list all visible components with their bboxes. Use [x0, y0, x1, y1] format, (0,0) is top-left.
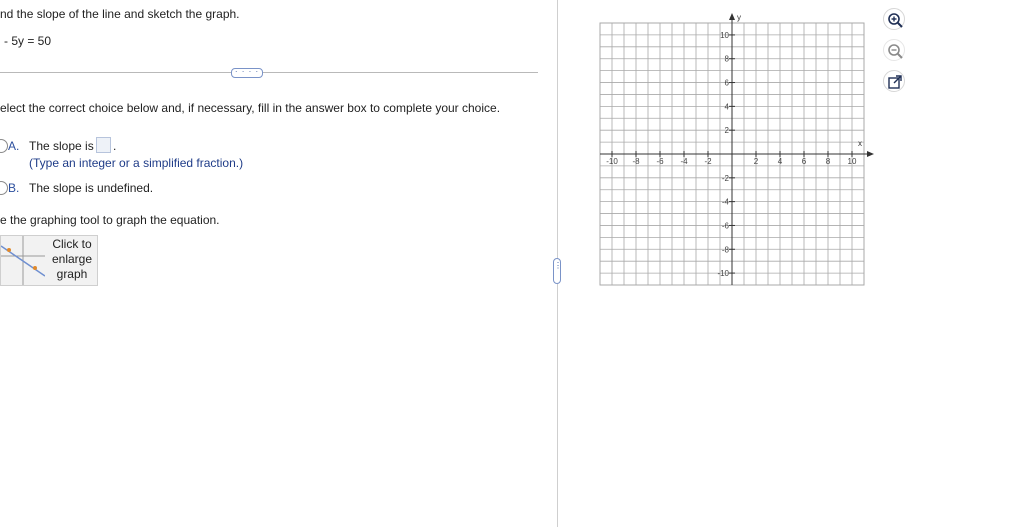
x-axis-label: x: [858, 139, 862, 148]
choice-b-radio[interactable]: [0, 181, 8, 195]
y-tick-label: -4: [721, 197, 729, 207]
zoom-out-icon: [887, 43, 903, 59]
show-more-button[interactable]: · · · ·: [231, 68, 263, 78]
thumbnail-label-2: enlarge: [51, 252, 93, 266]
enlarge-graph-thumbnail[interactable]: [0, 235, 98, 286]
x-tick-label: 2: [753, 157, 759, 166]
zoom-out-button[interactable]: [883, 39, 905, 61]
y-tick-label: 6: [724, 78, 729, 88]
splitter-handle[interactable]: ⋮: [553, 258, 561, 284]
x-tick-label: -8: [632, 157, 640, 166]
graphing-area[interactable]: [588, 8, 878, 293]
y-tick-label: -10: [717, 269, 729, 279]
x-tick-label: 10: [847, 157, 857, 166]
x-tick-label: -10: [606, 157, 618, 166]
choice-a-text: The slope is: [29, 139, 94, 153]
part-a-instruction: elect the correct choice below and, if necessary, fill in the answer box to complete your choice.: [0, 101, 501, 115]
popout-button[interactable]: [883, 70, 905, 92]
x-axis-arrow: [867, 151, 874, 157]
question-prompt: nd the slope of the line and sketch the graph.: [0, 7, 240, 21]
choice-a-radio[interactable]: [0, 139, 8, 153]
choice-a-hint: (Type an integer or a simplified fraction.): [29, 156, 244, 170]
zoom-in-button[interactable]: [883, 8, 905, 30]
x-tick-label: 4: [777, 157, 783, 166]
x-tick-label: 8: [825, 157, 831, 166]
y-axis-label: y: [737, 13, 741, 22]
x-tick-label: 6: [801, 157, 807, 166]
x-tick-label: -6: [656, 157, 664, 166]
thumbnail-graph-icon: [1, 236, 45, 285]
thumbnail-label-3: graph: [56, 267, 88, 281]
y-tick-label: 8: [724, 54, 729, 64]
slope-answer-input[interactable]: [96, 137, 111, 153]
part-b-instruction: e the graphing tool to graph the equation.: [0, 213, 220, 227]
equation: - 5y = 50: [4, 34, 52, 48]
y-tick-label: -2: [721, 173, 729, 183]
popout-icon: [887, 74, 903, 90]
thumbnail-label-1: Click to: [52, 237, 92, 251]
choice-b-text: The slope is undefined.: [29, 181, 154, 195]
choice-a-letter: A.: [8, 139, 20, 153]
choice-b-letter: B.: [8, 181, 20, 195]
y-tick-label: 4: [724, 102, 729, 112]
y-tick-label: -6: [721, 221, 729, 231]
y-tick-label: 10: [720, 30, 729, 40]
section-divider: [0, 72, 538, 73]
y-tick-label: 2: [724, 126, 729, 136]
x-tick-label: -2: [704, 157, 712, 166]
zoom-in-icon: [887, 12, 903, 28]
y-tick-label: -8: [721, 245, 729, 255]
y-axis-arrow: [729, 13, 735, 20]
choice-a-suffix: .: [113, 139, 117, 153]
x-tick-label: -4: [680, 157, 688, 166]
coordinate-grid[interactable]: [588, 8, 878, 293]
